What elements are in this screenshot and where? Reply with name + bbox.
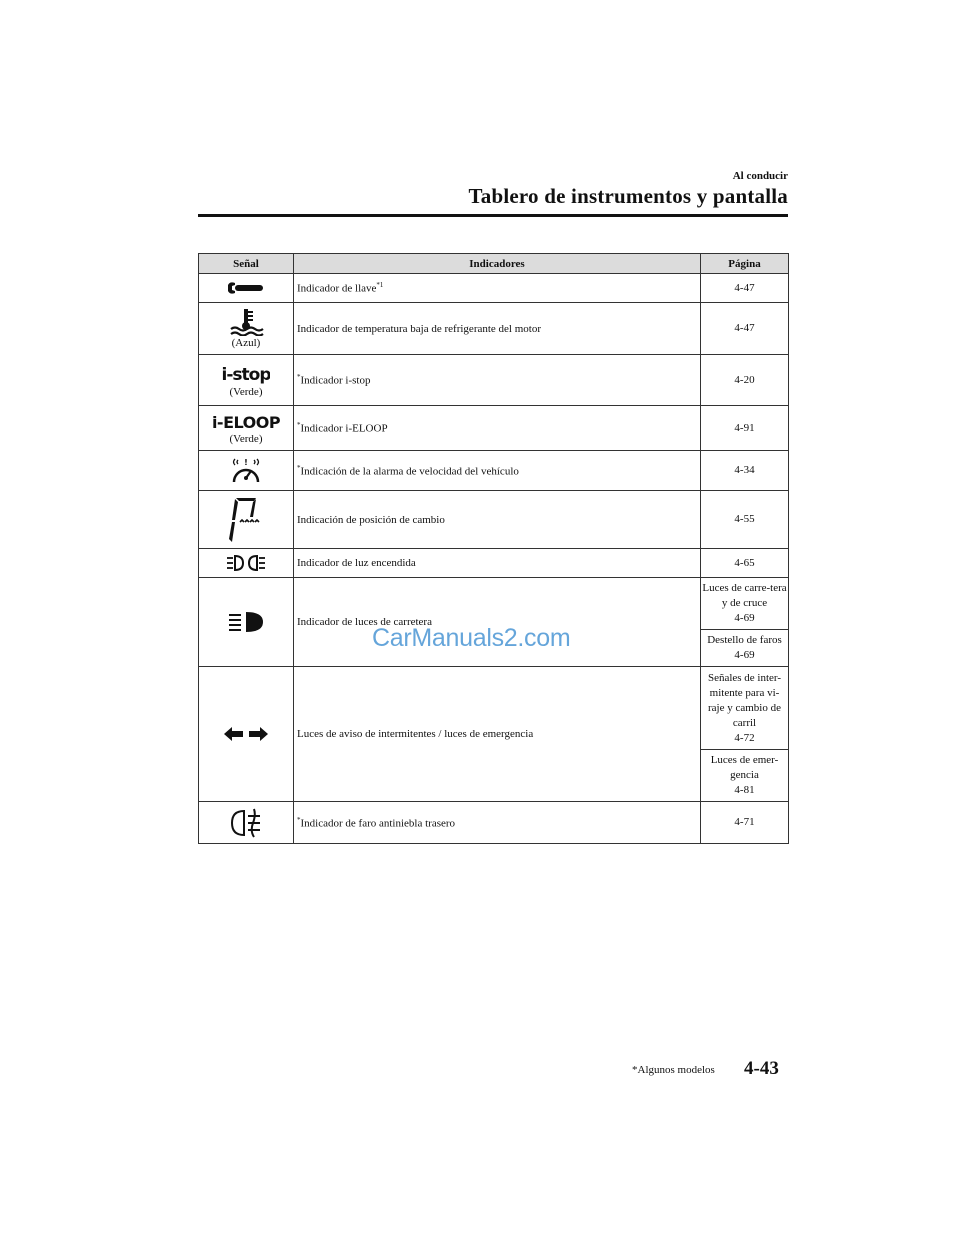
table-row — [199, 303, 789, 355]
table-row — [199, 549, 789, 578]
page-title: Tablero de instrumentos y pantalla — [468, 184, 788, 208]
color-label: (Verde) — [229, 385, 263, 398]
indicator-label: Indicador de temperatura baja de refrigerante del motor — [294, 303, 701, 355]
table-row — [199, 667, 789, 750]
footnote-marker: *1 — [376, 281, 384, 290]
section-label: Al conducir — [732, 170, 788, 182]
high-beam-icon — [227, 610, 265, 634]
table-row — [199, 802, 789, 844]
page-ref-label: Luces de emer-gencia — [710, 754, 779, 781]
footnote-marker: * — [297, 815, 301, 824]
page-ref: 4-47 — [701, 274, 789, 303]
indicator-label: Indicador i-ELOOP — [300, 422, 388, 435]
footnote-text: *Algunos modelos — [632, 1064, 715, 1076]
turn-signal-icon — [223, 725, 269, 743]
shift-position-icon — [228, 495, 264, 545]
page-ref-label: Señales de inter-mitente para vi-raje y cambio de carril — [707, 671, 782, 729]
page-ref-label: Luces de carre-tera y de cruce — [702, 582, 787, 609]
indicator-label: Indicador de faro antiniebla trasero — [300, 817, 456, 830]
indicator-label: Indicador de llave — [297, 282, 377, 295]
footnote-marker: * — [297, 463, 301, 472]
table-row — [199, 578, 789, 630]
page-ref: 4-20 — [701, 355, 789, 406]
watermark: CarManuals2.com — [372, 624, 571, 652]
page-ref: 4-69 — [734, 649, 755, 661]
column-header-indicators: Indicadores — [294, 254, 701, 274]
page-ref: 4-81 — [734, 784, 755, 796]
indicator-label: Indicación de la alarma de velocidad del vehículo — [300, 465, 519, 478]
indicator-label: Indicador de luces de carretera — [294, 578, 701, 667]
indicator-label: Indicación de posición de cambio — [294, 491, 701, 549]
column-header-page: Página — [701, 254, 789, 274]
page-ref: 4-69 — [734, 612, 755, 624]
table-row — [199, 274, 789, 303]
indicator-label: Luces de aviso de intermitentes / luces de emergencia — [294, 667, 701, 802]
color-label: (Verde) — [229, 432, 263, 445]
table-row — [199, 355, 789, 406]
page-ref: 4-47 — [701, 303, 789, 355]
i-stop-icon-text: i-stop — [222, 364, 270, 385]
i-eloop-icon — [211, 412, 281, 432]
page-number: 4-43 — [744, 1058, 779, 1079]
coolant-temperature-icon — [228, 308, 264, 336]
table-row — [199, 451, 789, 491]
indicator-label: Indicador i-stop — [300, 374, 371, 387]
lights-on-icon — [225, 553, 267, 573]
indicator-label: Indicador de luz encendida — [294, 549, 701, 578]
page-ref: 4-91 — [701, 406, 789, 451]
page-ref: 4-72 — [734, 731, 755, 744]
svg-text:!: ! — [244, 457, 248, 467]
page-ref: 4-55 — [701, 491, 789, 549]
i-eloop-icon-text: i-ELOOP — [211, 412, 281, 432]
footnote-marker: * — [297, 373, 301, 382]
page-ref: 4-71 — [701, 802, 789, 844]
color-label: (Azul) — [231, 337, 261, 349]
footnote-marker: * — [297, 421, 301, 430]
page-ref: 4-65 — [701, 549, 789, 578]
column-header-signal: Señal — [199, 254, 294, 274]
table-header-row — [199, 254, 789, 274]
wrench-icon — [226, 281, 266, 295]
table-row — [199, 491, 789, 549]
page-ref: 4-34 — [701, 451, 789, 491]
page-ref-label: Destello de faros — [707, 634, 782, 646]
rear-fog-icon — [228, 807, 264, 839]
indicator-table — [198, 253, 789, 844]
table-row — [199, 406, 789, 451]
i-stop-icon — [222, 363, 270, 385]
speed-alarm-icon — [229, 457, 263, 485]
header-rule — [198, 214, 788, 217]
